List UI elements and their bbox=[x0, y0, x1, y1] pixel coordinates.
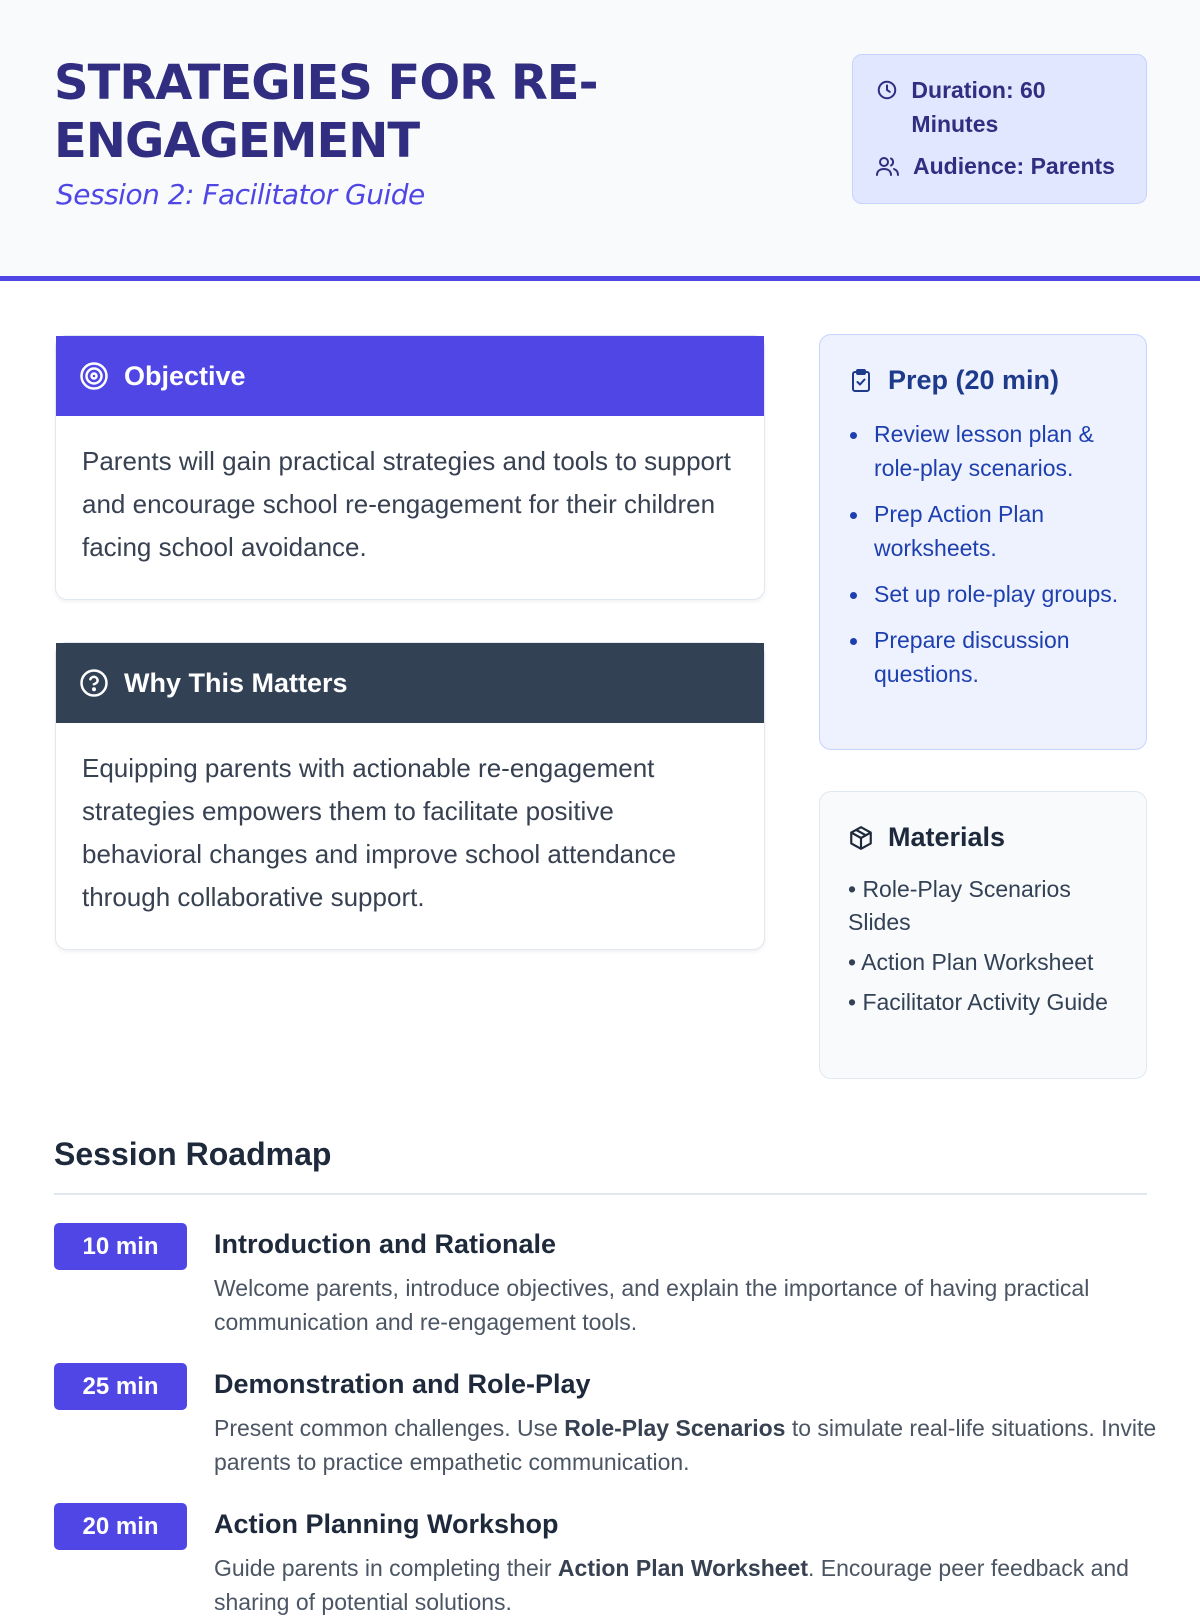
prep-panel bbox=[819, 334, 1147, 750]
materials-list bbox=[848, 873, 1138, 1026]
help-circle-icon bbox=[78, 667, 110, 699]
time-badge: 10 min bbox=[54, 1223, 187, 1270]
page-subtitle: Session 2: Facilitator Guide bbox=[56, 178, 425, 211]
why-card bbox=[55, 642, 765, 950]
materials-item: • Facilitator Activity Guide bbox=[848, 989, 1108, 1015]
audience-text: Audience: Parents bbox=[913, 153, 1115, 179]
time-badge: 20 min bbox=[54, 1503, 187, 1550]
step-description-text: Guide parents in completing their bbox=[214, 1555, 558, 1581]
objective-text: Parents will gain practical strategies and tools to support and encourage school re-engagement for their children facing school avoidance. bbox=[82, 446, 731, 562]
prep-item: Prepare discussion questions. bbox=[848, 623, 1128, 691]
step-description-text: Present common challenges. Use bbox=[214, 1415, 565, 1441]
clipboard-icon bbox=[848, 366, 874, 396]
prep-list bbox=[848, 417, 1128, 703]
prep-heading: Prep (20 min) bbox=[888, 365, 1060, 395]
roadmap-divider bbox=[54, 1193, 1147, 1195]
prep-header bbox=[848, 365, 1059, 396]
audience-row bbox=[875, 149, 1115, 183]
duration-row bbox=[875, 73, 1125, 141]
why-card-header bbox=[56, 643, 764, 723]
prep-item: Set up role-play groups. bbox=[848, 577, 1128, 611]
roadmap-title: Session Roadmap bbox=[54, 1136, 332, 1172]
target-icon bbox=[78, 360, 110, 392]
step-description: Welcome parents, introduce objectives, and explain the importance of having practical communication and re-engagement tools. bbox=[214, 1275, 1090, 1335]
page-header bbox=[0, 0, 1200, 281]
prep-item: Review lesson plan & role-play scenarios. bbox=[848, 417, 1128, 485]
step-title: Action Planning Workshop bbox=[214, 1509, 559, 1539]
objective-card bbox=[55, 335, 765, 600]
users-icon bbox=[875, 149, 901, 183]
step-description-text: to simulate real-life situations. Invite parents to practice empathetic communication. bbox=[214, 1415, 1157, 1475]
step-description-emphasis: Role-Play Scenarios bbox=[564, 1415, 786, 1441]
why-heading: Why This Matters bbox=[124, 667, 348, 698]
materials-item: • Action Plan Worksheet bbox=[848, 949, 1094, 975]
materials-header bbox=[848, 822, 1005, 853]
step-description-emphasis: Action Plan Worksheet bbox=[557, 1555, 808, 1581]
step-description bbox=[214, 1411, 1164, 1479]
duration-text: Duration: 60 Minutes bbox=[911, 77, 1046, 137]
clock-icon bbox=[875, 73, 899, 107]
time-badge: 25 min bbox=[54, 1363, 187, 1410]
step-title: Introduction and Rationale bbox=[214, 1229, 556, 1259]
page-title: STRATEGIES FOR RE-ENGAGEMENT bbox=[54, 55, 598, 169]
step-description bbox=[214, 1551, 1164, 1619]
prep-item: Prep Action Plan worksheets. bbox=[848, 497, 1128, 565]
materials-heading: Materials bbox=[888, 822, 1006, 852]
objective-heading: Objective bbox=[124, 360, 246, 391]
materials-item: • Role-Play Scenarios Slides bbox=[848, 876, 1071, 935]
objective-card-header bbox=[56, 336, 764, 416]
session-meta-box bbox=[852, 54, 1147, 204]
materials-panel bbox=[819, 791, 1147, 1079]
step-description-text: . Encourage peer feedback and sharing of potential solutions. bbox=[214, 1555, 1129, 1615]
step-title: Demonstration and Role-Play bbox=[214, 1369, 591, 1399]
package-icon bbox=[848, 823, 874, 853]
why-text: Equipping parents with actionable re-engagement strategies empowers them to facilitate positive behavioral changes and improve school attendance through collaborative support. bbox=[82, 753, 677, 912]
